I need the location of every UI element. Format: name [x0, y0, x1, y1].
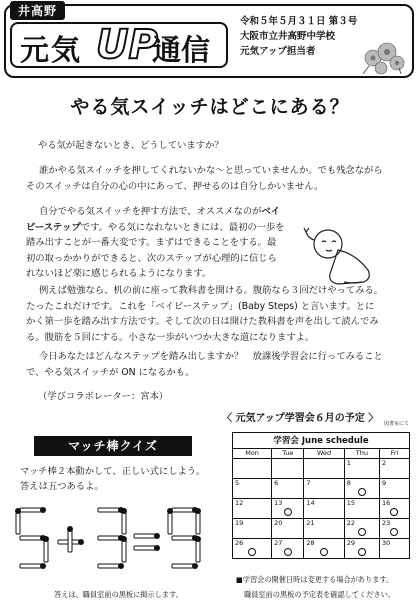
- calendar-day-number: 5: [235, 479, 240, 487]
- calendar-day-cell: [344, 499, 379, 519]
- calendar-day-number: 28: [306, 539, 315, 547]
- baby-illustration: [300, 220, 390, 290]
- issue-info: [240, 14, 357, 59]
- weekday-mon: Mon: [233, 449, 272, 459]
- calendar-day-cell: [272, 519, 304, 539]
- study-session-marker-icon: [390, 528, 398, 536]
- department: 元気アップ担当者: [240, 46, 316, 57]
- calendar-day-number: 6: [274, 479, 279, 487]
- calendar-day-cell: [379, 519, 409, 539]
- quiz-question-2: 答えは五つあるよ。: [20, 481, 104, 492]
- flower-illustration: [355, 36, 407, 76]
- baby-step-highlight: ベイ: [261, 206, 281, 217]
- calendar-day-number: 2: [381, 459, 387, 467]
- schedule-footnote-1: ■学習会の開催日時は変更する場合があります。: [236, 575, 394, 584]
- calendar-day-cell: [304, 519, 344, 539]
- calendar-day-number: 29: [346, 539, 356, 547]
- quiz-question-1: マッチ棒２本動かして、正しい式にしよう。: [20, 466, 206, 477]
- calendar-day-cell: [272, 499, 304, 519]
- calendar-day-number: 14: [306, 499, 315, 507]
- calendar-day-number: 8: [346, 479, 351, 487]
- calendar-day-number: 30: [381, 539, 391, 547]
- newsletter-title-up: UP: [96, 22, 158, 68]
- calendar-day-cell: [272, 539, 304, 559]
- calendar-day-number: 21: [306, 519, 315, 527]
- calendar-day-cell: [379, 479, 409, 499]
- calendar-day-cell: [344, 519, 379, 539]
- calendar-day-cell: [233, 519, 272, 539]
- calendar-day-number: 16: [381, 499, 391, 507]
- weekday-fri: Fri: [379, 449, 409, 459]
- calendar-day-cell: [344, 539, 379, 559]
- calendar-day-number: 26: [235, 539, 244, 547]
- school-tag: 井高野: [10, 1, 65, 20]
- paragraph-1: やる気が起きないとき、どうしていますか？: [38, 140, 224, 151]
- calendar-week-row: [233, 519, 410, 539]
- calendar-day-cell: [379, 459, 409, 479]
- calendar-day-cell: [233, 539, 272, 559]
- calendar-day-cell: [304, 459, 344, 479]
- headline: やる気スイッチはどこにある？: [70, 96, 350, 118]
- newsletter-title-genki: 元気: [20, 33, 83, 67]
- study-session-marker-icon: [284, 508, 292, 516]
- study-session-marker-icon: [358, 548, 366, 556]
- calendar-day-cell: [379, 539, 409, 559]
- calendar-day-number: 7: [306, 479, 311, 487]
- calendar-day-number: 22: [346, 519, 356, 527]
- quiz-answer-note: 答えは、職員室前の黒板に掲示します。: [54, 590, 183, 599]
- calendar-day-number: 27: [274, 539, 283, 547]
- calendar-day-cell: [344, 459, 379, 479]
- weekday-tue: Tue: [272, 449, 304, 459]
- quiz-heading: マッチ棒クイズ: [34, 436, 192, 456]
- schedule-footnote-2: 職員室前の黒板の予定表を確認してください。: [244, 590, 395, 599]
- calendar-week-row: [233, 539, 410, 559]
- issue-date: 令和５年５月３１日 第３号: [240, 16, 358, 27]
- study-session-marker-icon: [358, 528, 366, 536]
- calendar-day-cell: [233, 479, 272, 499]
- study-session-marker-icon: [358, 488, 366, 496]
- calendar-day-number: 9: [381, 479, 387, 487]
- calendar-week-row: [233, 459, 410, 479]
- schedule-calendar: [232, 432, 410, 559]
- school-name: 大阪市立井高野中学校: [240, 31, 336, 42]
- author-credit: （学びコラボレーター：宮本）: [38, 391, 169, 402]
- calendar-day-cell: [304, 539, 344, 559]
- calendar-day-cell: [379, 499, 409, 519]
- calendar-day-cell: [272, 459, 304, 479]
- calendar-week-row: [233, 479, 410, 499]
- calendar-day-number: 13: [274, 499, 283, 507]
- calendar-day-cell: [233, 499, 272, 519]
- calendar-caption: 学習会 June schedule: [232, 432, 410, 448]
- calendar-day-cell: [304, 479, 344, 499]
- calendar-day-cell: [272, 479, 304, 499]
- matchstick-equation: [14, 504, 210, 584]
- calendar-day-number: 23: [381, 519, 391, 527]
- paragraph-4: 例えば勉強なら、机の前に座って教科書を開ける。腹筋なら３回だけやってみる。 たったこれだけです。これを「ベイビーステップ」(Baby Steps) と言います。とに かく第一歩を踏み出す方法です。そして次の日は開けた教科書を声を出して読んでみ る。腹筋を５回にする。小さな一歩がいつか大きな道になりますよ。: [26, 285, 383, 343]
- calendar-weekday-row: [233, 449, 410, 459]
- matchstick-plus: [58, 526, 84, 552]
- paragraph-2: 誰かやる気スイッチを押してくれないかな～と思っていませんか。でも残念ながら そのスイッチは自分の心の中にあって、押せるのは自分しかいません。: [26, 165, 383, 192]
- calendar-day-number: 20: [274, 519, 283, 527]
- paragraph-3: 自分でやる気スイッチを押す方法で、オススメなのがベイ ビーステップです。やる気になれないときには、最初の一歩を 踏み出すことが一番大変です。まずはできることをする。最 初の取っかかりができると、次のステップが心理的に信じら れないほど楽に感じられるようになります。: [26, 206, 285, 280]
- calendar-day-number: 1: [346, 459, 351, 467]
- paragraph-5: 今日あなたはどんなステップを踏み出しますか？ 放課後学習会に行ってみること で、やる気スイッチが ON になるかも。: [26, 351, 383, 378]
- matchstick-digit-5: [15, 507, 49, 569]
- calendar-week-row: [233, 499, 410, 519]
- matchstick-digit-9: [167, 507, 201, 569]
- matchstick-digit-3: [98, 507, 127, 569]
- schedule-section-title: 〈 元気アップ学習会６月の予定 〉: [222, 413, 379, 424]
- calendar-day-number: 12: [235, 499, 244, 507]
- matchstick-equals: [134, 533, 160, 551]
- schedule-location-note: 図書室にて: [384, 421, 410, 427]
- calendar-day-cell: [344, 479, 379, 499]
- study-session-marker-icon: [390, 508, 398, 516]
- calendar-day-number: 15: [346, 499, 356, 507]
- calendar-day-number: 19: [235, 519, 244, 527]
- calendar-day-cell: [304, 499, 344, 519]
- newsletter-title-tsushin: 通信: [152, 33, 211, 67]
- study-session-marker-icon: [320, 548, 328, 556]
- study-session-marker-icon: [248, 548, 256, 556]
- study-session-marker-icon: [284, 548, 292, 556]
- calendar-day-cell: [233, 459, 272, 479]
- weekday-wed: Wed: [304, 449, 344, 459]
- weekday-thu: Thu: [344, 449, 379, 459]
